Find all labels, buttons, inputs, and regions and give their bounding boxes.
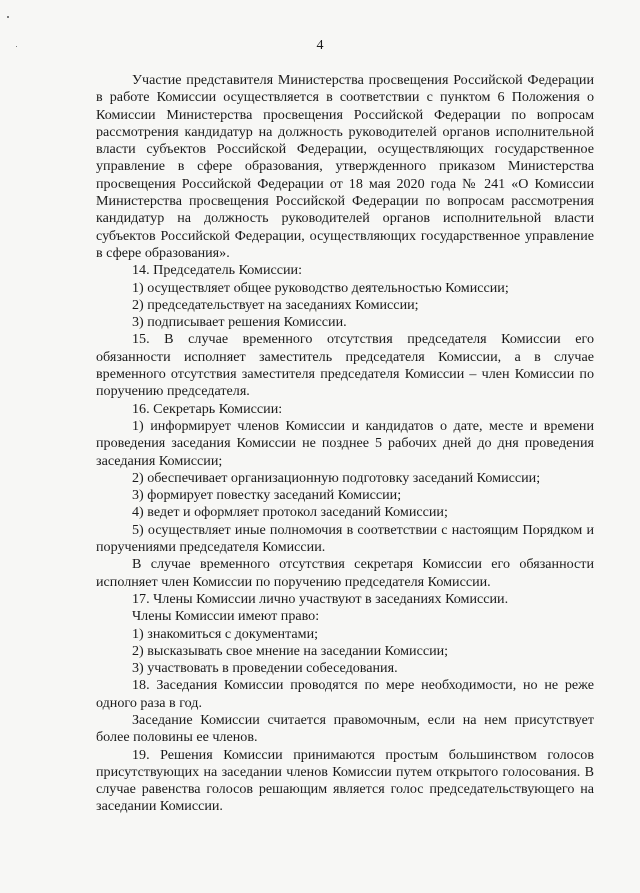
list-item: 5) осуществляет иные полномочия в соответствии с настоящим Порядком и поручениями председателя Комиссии. xyxy=(96,521,594,556)
paragraph-18: 18. Заседания Комиссии проводятся по мере необходимости, но не реже одного раза в год. xyxy=(96,677,594,711)
list-item: 2) высказывать свое мнение на заседании Комиссии; xyxy=(132,642,449,659)
paragraph-members-rights-heading: Члены Комиссии имеют право: xyxy=(132,608,320,625)
list-item: 2) обеспечивает организационную подготовку заседаний Комиссии; xyxy=(132,469,541,486)
paragraph-17: 17. Члены Комиссии лично участвуют в заседаниях Комиссии. xyxy=(132,590,509,607)
list-item: 1) знакомиться с документами; xyxy=(132,625,319,642)
page-number: 4 xyxy=(316,38,324,53)
paragraph-14-heading: 14. Председатель Комиссии: xyxy=(132,262,303,279)
paragraph-quorum: Заседание Комиссии считается правомочным, если на нем присутствует более половины ее членов. xyxy=(96,711,594,746)
paragraph-16-heading: 16. Секретарь Комиссии: xyxy=(132,400,283,417)
list-item: 1) информирует членов Комиссии и кандидатов о дате, месте и времени проведения заседания Комиссии не позднее 5 рабочих дней до дня проведения заседания Комиссии; xyxy=(96,417,594,469)
list-item: 3) подписывает решения Комиссии. xyxy=(132,314,347,331)
scan-speck xyxy=(7,16,9,18)
list-item: 4) ведет и оформляет протокол заседаний Комиссии; xyxy=(132,504,448,521)
paragraph-19: 19. Решения Комиссии принимаются простым большинством голосов присутствующих на заседании членов Комиссии путем открытого голосования. В случае равенства голосов решающим является голос председательствующего на заседании Комиссии. xyxy=(96,746,594,815)
paragraph-ministry-participation: Участие представителя Министерства просвещения Российской Федерации в работе Комиссии осуществляется в соответствии с пунктом 6 Положения о Комиссии Министерства просвещения Российской Федерации по вопросам рассмотрения кандидатур на должность руководителей органов исполнительной власти субъектов Российской Федерации, осуществляющих государственное управление в сфере образования, утвержденного приказом Министерства просвещения Российской Федерации от 18 мая 2020 года № 241 «О Комиссии Министерства просвещения Российской Федерации по вопросам рассмотрения кандидатур на должность руководителей органов исполнительной власти субъектов Российской Федерации, осуществляющих государственное управление в сфере образования». xyxy=(96,72,594,261)
list-item: 1) осуществляет общее руководство деятельностью Комиссии; xyxy=(132,279,509,296)
document-body xyxy=(96,72,594,816)
list-item: 3) участвовать в проведении собеседования. xyxy=(132,660,398,677)
paragraph-secretary-substitute: В случае временного отсутствия секретаря Комиссии его обязанности исполняет член Комиссии по поручению председателя Комиссии. xyxy=(96,556,594,590)
list-item: 2) председательствует на заседаниях Комиссии; xyxy=(132,296,419,313)
list-item: 3) формирует повестку заседаний Комиссии; xyxy=(132,487,402,504)
paragraph-15: 15. В случае временного отсутствия председателя Комиссии его обязанности исполняет заместитель председателя Комиссии, а в случае временного отсутствия заместителя председателя Комиссии – член Комиссии по поручению председателя. xyxy=(96,331,594,400)
